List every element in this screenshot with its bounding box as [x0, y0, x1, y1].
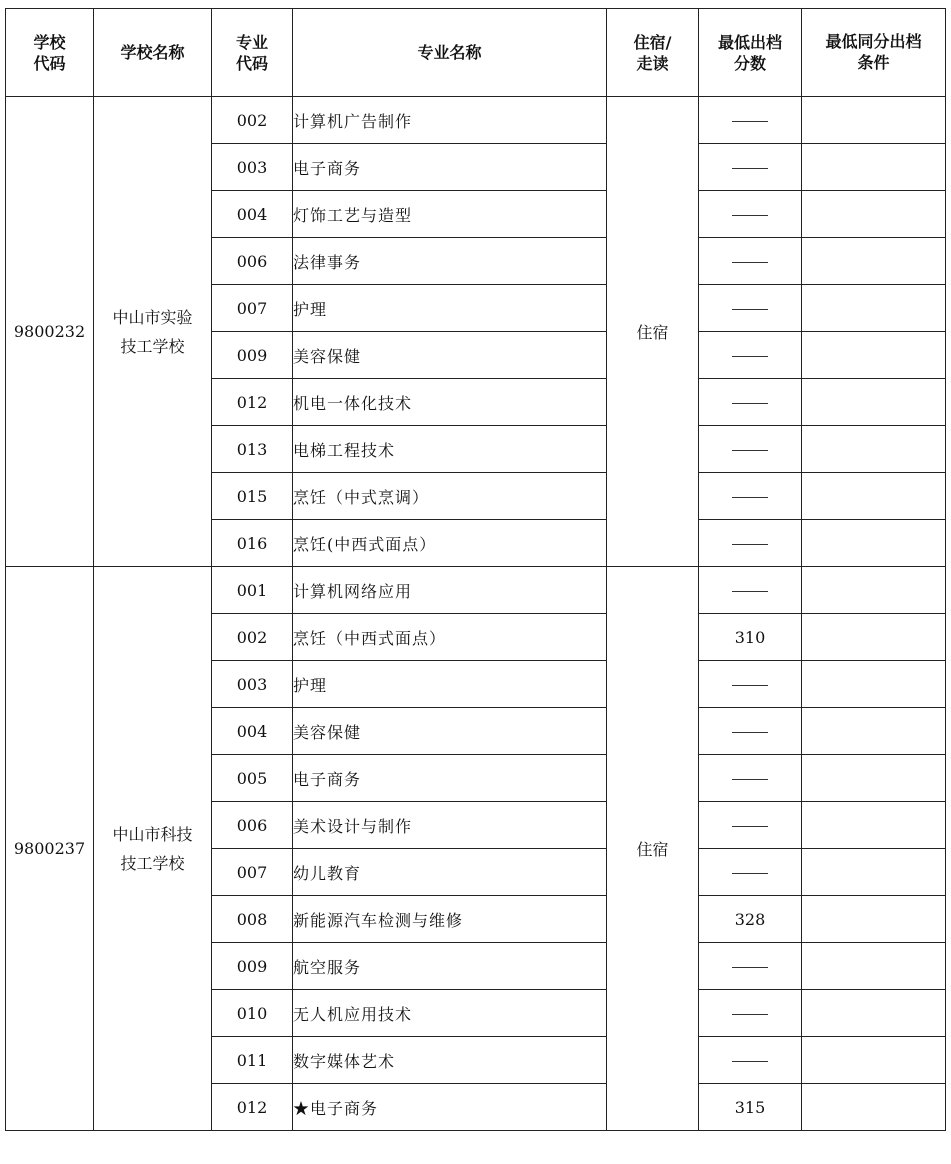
tie-condition-cell [802, 614, 946, 661]
major-code-cell: 002 [212, 614, 293, 661]
tie-condition-cell [802, 802, 946, 849]
no-score-dash [732, 685, 768, 686]
min-score-cell [699, 661, 802, 708]
min-score-cell [699, 473, 802, 520]
no-score-dash [732, 732, 768, 733]
no-score-dash [732, 591, 768, 592]
major-code-cell: 003 [212, 144, 293, 191]
major-name-cell: 电子商务 [293, 144, 607, 191]
major-name-cell: 美容保健 [293, 332, 607, 379]
min-score-cell [699, 144, 802, 191]
major-code-cell: 007 [212, 849, 293, 896]
no-score-dash [732, 356, 768, 357]
min-score-cell [699, 943, 802, 990]
tie-condition-cell [802, 191, 946, 238]
admission-table [5, 8, 946, 1131]
no-score-dash [732, 168, 768, 169]
major-code-cell: 006 [212, 802, 293, 849]
tie-condition-cell [802, 426, 946, 473]
major-name-cell: 美术设计与制作 [293, 802, 607, 849]
no-score-dash [732, 826, 768, 827]
major-name-cell: 计算机广告制作 [293, 97, 607, 144]
min-score-cell [699, 332, 802, 379]
tie-condition-cell [802, 1084, 946, 1131]
min-score-cell: 328 [699, 896, 802, 943]
major-code-cell: 009 [212, 332, 293, 379]
tie-condition-cell [802, 473, 946, 520]
tie-condition-cell [802, 943, 946, 990]
major-code-cell: 005 [212, 755, 293, 802]
table-row [6, 567, 946, 614]
major-code-cell: 004 [212, 708, 293, 755]
no-score-dash [732, 1014, 768, 1015]
tie-condition-cell [802, 285, 946, 332]
major-code-cell: 004 [212, 191, 293, 238]
tie-condition-cell [802, 990, 946, 1037]
no-score-dash [732, 544, 768, 545]
min-score-cell [699, 426, 802, 473]
header-row [6, 9, 946, 97]
major-name-cell: 法律事务 [293, 238, 607, 285]
major-name-cell: 美容保健 [293, 708, 607, 755]
major-name-cell: 新能源汽车检测与维修 [293, 896, 607, 943]
tie-condition-cell [802, 661, 946, 708]
tie-condition-cell [802, 567, 946, 614]
no-score-dash [732, 1061, 768, 1062]
major-name-cell: 护理 [293, 285, 607, 332]
no-score-dash [732, 215, 768, 216]
no-score-dash [732, 309, 768, 310]
major-name-cell: 航空服务 [293, 943, 607, 990]
major-code-cell: 011 [212, 1037, 293, 1084]
school-code-cell: 9800237 [6, 567, 94, 1131]
min-score-cell [699, 238, 802, 285]
header-major-code: 专业 代码 [212, 9, 293, 97]
no-score-dash [732, 873, 768, 874]
boarding-cell: 住宿 [607, 567, 699, 1131]
major-name-cell: 计算机网络应用 [293, 567, 607, 614]
min-score-cell [699, 849, 802, 896]
min-score-cell: 315 [699, 1084, 802, 1131]
major-code-cell: 015 [212, 473, 293, 520]
tie-condition-cell [802, 849, 946, 896]
min-score-cell [699, 285, 802, 332]
major-code-cell: 008 [212, 896, 293, 943]
major-name-cell: 电梯工程技术 [293, 426, 607, 473]
min-score-cell [699, 520, 802, 567]
tie-condition-cell [802, 1037, 946, 1084]
min-score-cell [699, 708, 802, 755]
tie-condition-cell [802, 708, 946, 755]
tie-condition-cell [802, 896, 946, 943]
major-name-cell: 烹饪(中西式面点） [293, 520, 607, 567]
tie-condition-cell [802, 520, 946, 567]
school-name-cell: 中山市实验 技工学校 [94, 97, 212, 567]
major-code-cell: 003 [212, 661, 293, 708]
major-code-cell: 012 [212, 379, 293, 426]
major-name-cell: 数字媒体艺术 [293, 1037, 607, 1084]
header-school-code: 学校 代码 [6, 9, 94, 97]
major-code-cell: 012 [212, 1084, 293, 1131]
major-name-cell: 烹饪（中西式面点） [293, 614, 607, 661]
major-code-cell: 007 [212, 285, 293, 332]
no-score-dash [732, 450, 768, 451]
major-code-cell: 016 [212, 520, 293, 567]
min-score-cell [699, 802, 802, 849]
no-score-dash [732, 497, 768, 498]
major-name-cell: ★电子商务 [293, 1084, 607, 1131]
major-name-cell: 烹饪（中式烹调） [293, 473, 607, 520]
no-score-dash [732, 121, 768, 122]
major-name-cell: 无人机应用技术 [293, 990, 607, 1037]
min-score-cell: 310 [699, 614, 802, 661]
major-name-cell: 幼儿教育 [293, 849, 607, 896]
tie-condition-cell [802, 238, 946, 285]
tie-condition-cell [802, 332, 946, 379]
major-code-cell: 001 [212, 567, 293, 614]
tie-condition-cell [802, 97, 946, 144]
min-score-cell [699, 97, 802, 144]
major-code-cell: 010 [212, 990, 293, 1037]
min-score-cell [699, 379, 802, 426]
tie-condition-cell [802, 379, 946, 426]
major-name-cell: 护理 [293, 661, 607, 708]
no-score-dash [732, 779, 768, 780]
min-score-cell [699, 567, 802, 614]
major-name-cell: 灯饰工艺与造型 [293, 191, 607, 238]
header-tie-condition: 最低同分出档 条件 [802, 9, 946, 97]
min-score-cell [699, 1037, 802, 1084]
major-code-cell: 002 [212, 97, 293, 144]
min-score-cell [699, 191, 802, 238]
tie-condition-cell [802, 144, 946, 191]
header-major-name: 专业名称 [293, 9, 607, 97]
major-code-cell: 013 [212, 426, 293, 473]
table-row [6, 97, 946, 144]
min-score-cell [699, 990, 802, 1037]
boarding-cell: 住宿 [607, 97, 699, 567]
header-school-name: 学校名称 [94, 9, 212, 97]
major-name-cell: 机电一体化技术 [293, 379, 607, 426]
header-boarding: 住宿/ 走读 [607, 9, 699, 97]
major-code-cell: 006 [212, 238, 293, 285]
major-code-cell: 009 [212, 943, 293, 990]
min-score-cell [699, 755, 802, 802]
no-score-dash [732, 262, 768, 263]
major-name-cell: 电子商务 [293, 755, 607, 802]
header-min-score: 最低出档 分数 [699, 9, 802, 97]
school-name-cell: 中山市科技 技工学校 [94, 567, 212, 1131]
school-code-cell: 9800232 [6, 97, 94, 567]
no-score-dash [732, 403, 768, 404]
no-score-dash [732, 967, 768, 968]
tie-condition-cell [802, 755, 946, 802]
